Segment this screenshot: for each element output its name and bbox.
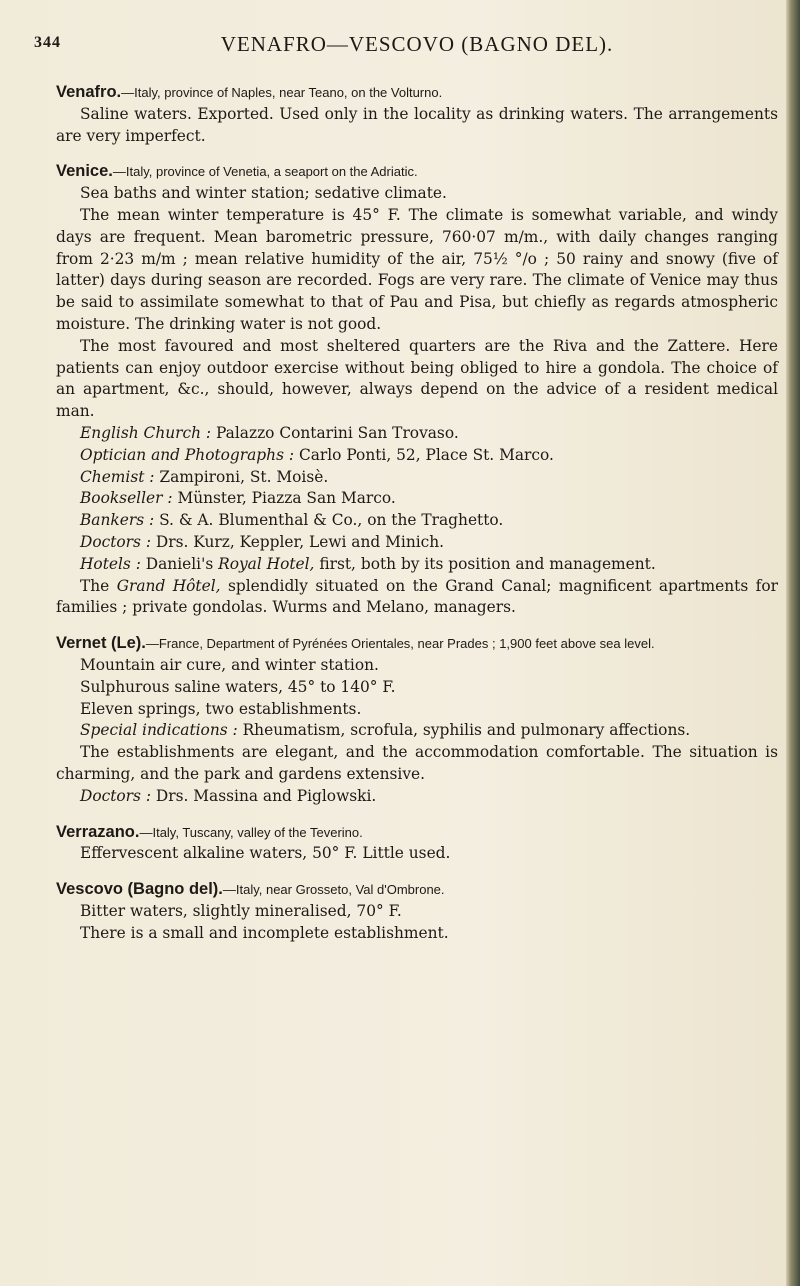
entry-paragraph: There is a small and incomplete establishment. (80, 923, 449, 942)
entry-paragraph: Mountain air cure, and winter station. (80, 655, 379, 674)
entry-paragraph: Effervescent alkaline waters, 50° F. Little used. (80, 844, 451, 863)
listing-label: Bookseller : (80, 489, 173, 508)
entry-vernet (56, 633, 778, 807)
entry-paragraph: Eleven springs, two establishments. (80, 699, 362, 718)
listing-text: Drs. Massina and Piglowski. (151, 786, 377, 805)
listing-bookseller (56, 488, 778, 510)
listing-text: Drs. Kurz, Keppler, Lewi and Minich. (151, 532, 445, 551)
listing-text: Rheumatism, scrofula, syphilis and pulmonary affections. (237, 721, 691, 740)
entry-term: Venice. (56, 162, 113, 181)
entry-heading (56, 82, 778, 104)
listing-chemist (56, 467, 778, 489)
entry-paragraph: Bitter waters, slightly mineralised, 70° F. (80, 901, 402, 920)
listing-text: Zampironi, St. Moisè. (154, 467, 329, 486)
hotel-name: Grand Hôtel, (116, 576, 221, 595)
listing-hotels (56, 554, 778, 576)
page-content (34, 28, 779, 944)
paragraph-text: The (80, 576, 117, 595)
entry-verrazano (56, 822, 778, 866)
listing-text: S. & A. Blumenthal & Co., on the Traghetto. (154, 511, 504, 530)
entry-term: Vernet (Le). (56, 634, 146, 653)
entry-paragraph: The mean winter temperature is 45° F. The climate is somewhat variable, and windy days are frequent. Mean barometric pressure, 760·07 m/m., with daily changes ranging from 2·23 m/m ; mean relative humidity of the air, 75½ °/o ; 50 rainy and snowy (five of latter) days during season are recorded. Fogs are very rare. The climate of Venice may thus be said to assimilate somewhat to that of Pau and Pisa, but chiefly as regards atmospheric moisture. The drinking water is not good. (56, 205, 778, 333)
hotel-name: Royal Hotel, (218, 554, 315, 573)
listing-church (56, 423, 778, 445)
entry-paragraph (56, 576, 778, 620)
listing-label: Doctors : (80, 532, 152, 551)
listing-text: Danieli's (140, 554, 219, 573)
listing-text: Münster, Piazza San Marco. (172, 489, 396, 508)
listing-text: first, both by its position and management. (314, 554, 656, 573)
page-edge-shadow (786, 0, 800, 1286)
entry-paragraph: The most favoured and most sheltered quarters are the Riva and the Zattere. Here patients can enjoy outdoor exercise without being obliged to hire a gondola. The choice of an apartment, &c., should, however, always depend on the advice of a resident medical man. (56, 336, 778, 421)
listing-label: Special indications : (80, 721, 238, 740)
entry-paragraph: Sea baths and winter station; sedative climate. (80, 184, 447, 203)
listing-doctors (56, 532, 778, 554)
listing-label: Hotels : (80, 554, 141, 573)
listing-label: Bankers : (80, 511, 155, 530)
entry-vescovo (56, 879, 778, 944)
entry-location: —Italy, province of Venetia, a seaport on the Adriatic. (112, 164, 418, 180)
running-head: VENAFRO—VESCOVO (BAGNO DEL). (220, 32, 614, 56)
listing-doctors (56, 786, 778, 808)
entry-location: —Italy, near Grosseto, Val d'Ombrone. (222, 882, 445, 898)
entry-heading (56, 822, 778, 844)
entry-heading (56, 161, 778, 183)
listing-text: Palazzo Contarini San Trovaso. (211, 423, 459, 442)
page-header (34, 28, 778, 68)
listing-optician (56, 445, 778, 467)
entry-paragraph: The establishments are elegant, and the accommodation comfortable. The situation is charming, and the park and gardens extensive. (56, 743, 778, 783)
listing-indications (56, 720, 778, 742)
entry-location: —Italy, province of Naples, near Teano, on the Volturno. (121, 85, 443, 100)
page-number: 344 (34, 34, 61, 51)
entry-term: Vescovo (Bagno del). (56, 880, 223, 899)
entry-location: —Italy, Tuscany, valley of the Teverino. (139, 824, 363, 840)
entry-venice (56, 161, 778, 619)
listing-label: Doctors : (80, 786, 152, 805)
listing-bankers (56, 510, 778, 532)
paragraph-text: splendidly situated on the Grand Canal; magnificent apartments for families ; private gondolas. Wurms and Melano, managers. (56, 576, 779, 617)
entry-heading (56, 879, 778, 901)
entry-paragraph: Sulphurous saline waters, 45° to 140° F. (80, 677, 396, 696)
listing-label: Optician and Photographs : (80, 445, 295, 464)
listing-text: Carlo Ponti, 52, Place St. Marco. (294, 445, 554, 464)
listing-label: Chemist : (80, 467, 155, 486)
entry-term: Verrazano. (56, 822, 140, 841)
entry-term: Venafro. (56, 83, 122, 101)
entry-heading (56, 633, 778, 655)
entry-venafro (56, 82, 778, 147)
entry-paragraph: Saline waters. Exported. Used only in the locality as drinking waters. The arrangements are very imperfect. (56, 104, 778, 145)
listing-label: English Church : (80, 423, 212, 442)
entry-location: —France, Department of Pyrénées Orientales, near Prades ; 1,900 feet above sea level. (145, 636, 655, 652)
